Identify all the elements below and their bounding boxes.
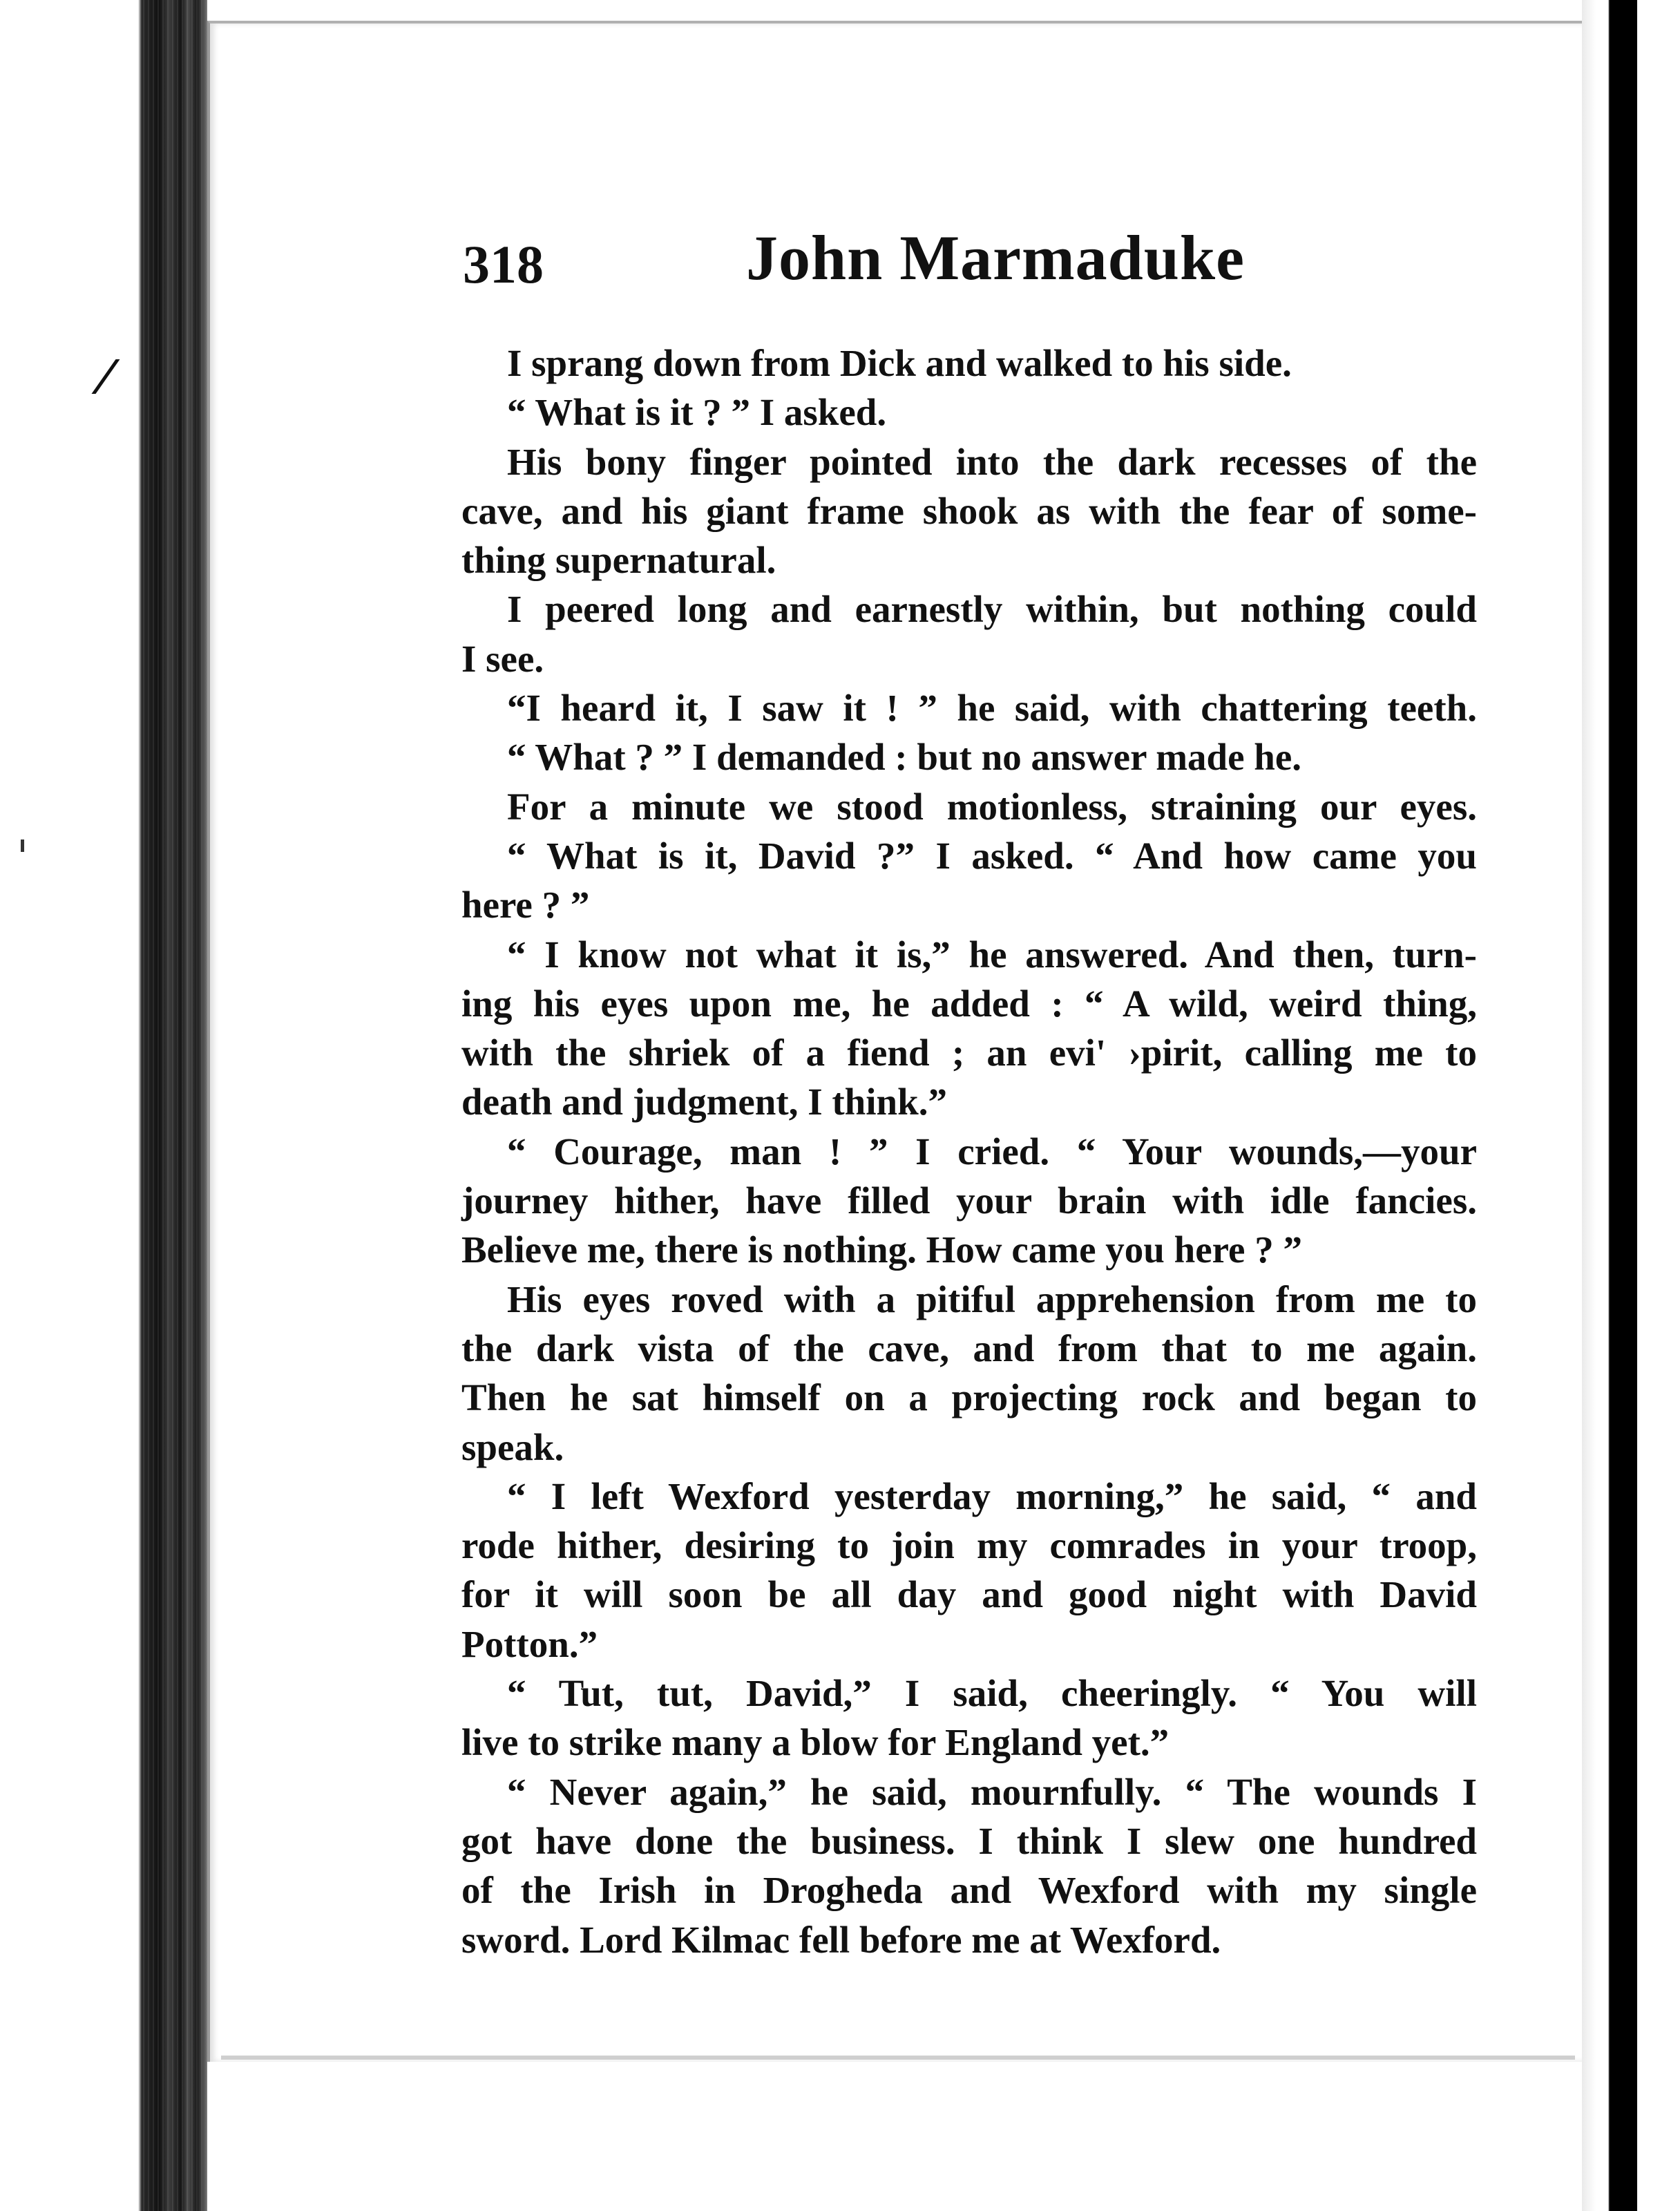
text-line: ing his eyes upon me, he added : “ A wild, weird thing, (461, 982, 1477, 1025)
page-edge-dot (21, 839, 24, 852)
text-line: thing supernatural. (461, 539, 776, 582)
binding-gutter (1582, 0, 1637, 2211)
text-line: Then he sat himself on a projecting rock and began to (461, 1376, 1477, 1419)
page-number: 318 (463, 234, 544, 294)
text-line: His bony finger pointed into the dark recesses of the (507, 440, 1477, 483)
text-line: journey hither, have filled your brain with idle fancies. (461, 1179, 1477, 1222)
text-line: Potton.” (461, 1622, 598, 1665)
body-text (461, 339, 1477, 1964)
facing-page (1637, 0, 1680, 2211)
text-line: His eyes roved with a pitiful apprehension from me to (507, 1278, 1477, 1320)
text-line: I sprang down from Dick and walked to his side. (507, 342, 1292, 384)
text-line: “ What is it, David ?” I asked. “ And how came you (507, 834, 1477, 877)
text-line: I peered long and earnestly within, but nothing could (507, 588, 1477, 631)
text-line: got have done the business. I think I slew one hundred (461, 1819, 1477, 1862)
text-line: “ What ? ” I demanded : but no answer made he. (507, 736, 1302, 779)
text-line: I see. (461, 637, 544, 680)
text-line: “ I know not what it is,” he answered. And then, turn- (507, 933, 1477, 976)
page-bottom-edge (221, 2056, 1575, 2060)
text-line: for it will soon be all day and good night with David (461, 1573, 1477, 1616)
text-line: “ I left Wexford yesterday morning,” he said, “ and (507, 1474, 1477, 1517)
spine-texture (138, 0, 207, 2211)
text-line: For a minute we stood motionless, straining our eyes. (507, 785, 1477, 828)
text-line: death and judgment, I think.” (461, 1081, 947, 1123)
text-line: “ Tut, tut, David,” I said, cheeringly. “ You will (507, 1672, 1477, 1715)
running-title: John Marmaduke (746, 222, 1245, 293)
text-line: here ? ” (461, 884, 590, 927)
text-line: of the Irish in Drogheda and Wexford with my single (461, 1869, 1477, 1912)
text-line: live to strike many a blow for England yet.” (461, 1721, 1170, 1764)
text-line: with the shriek of a fiend ; an evi' ›pirit, calling me to (461, 1032, 1477, 1074)
text-line: the dark vista of the cave, and from that to me again. (461, 1327, 1477, 1369)
text-line: rode hither, desiring to join my comrades in your troop, (461, 1524, 1477, 1567)
text-line: “ What is it ? ” I asked. (507, 391, 887, 434)
text-line: cave, and his giant frame shook as with the fear of some- (461, 489, 1477, 532)
page-header (463, 221, 1485, 325)
text-line: Believe me, there is nothing. How came you here ? ” (461, 1228, 1302, 1271)
text-line: “I heard it, I saw it ! ” he said, with chattering teeth. (507, 687, 1477, 730)
text-line: “ Courage, man ! ” I cried. “ Your wounds,—your (507, 1130, 1477, 1173)
text-line: “ Never again,” he said, mournfully. “ The wounds I (507, 1770, 1477, 1813)
text-line: speak. (461, 1425, 564, 1468)
text-line: sword. Lord Kilmac fell before me at Wexford. (461, 1918, 1221, 1961)
